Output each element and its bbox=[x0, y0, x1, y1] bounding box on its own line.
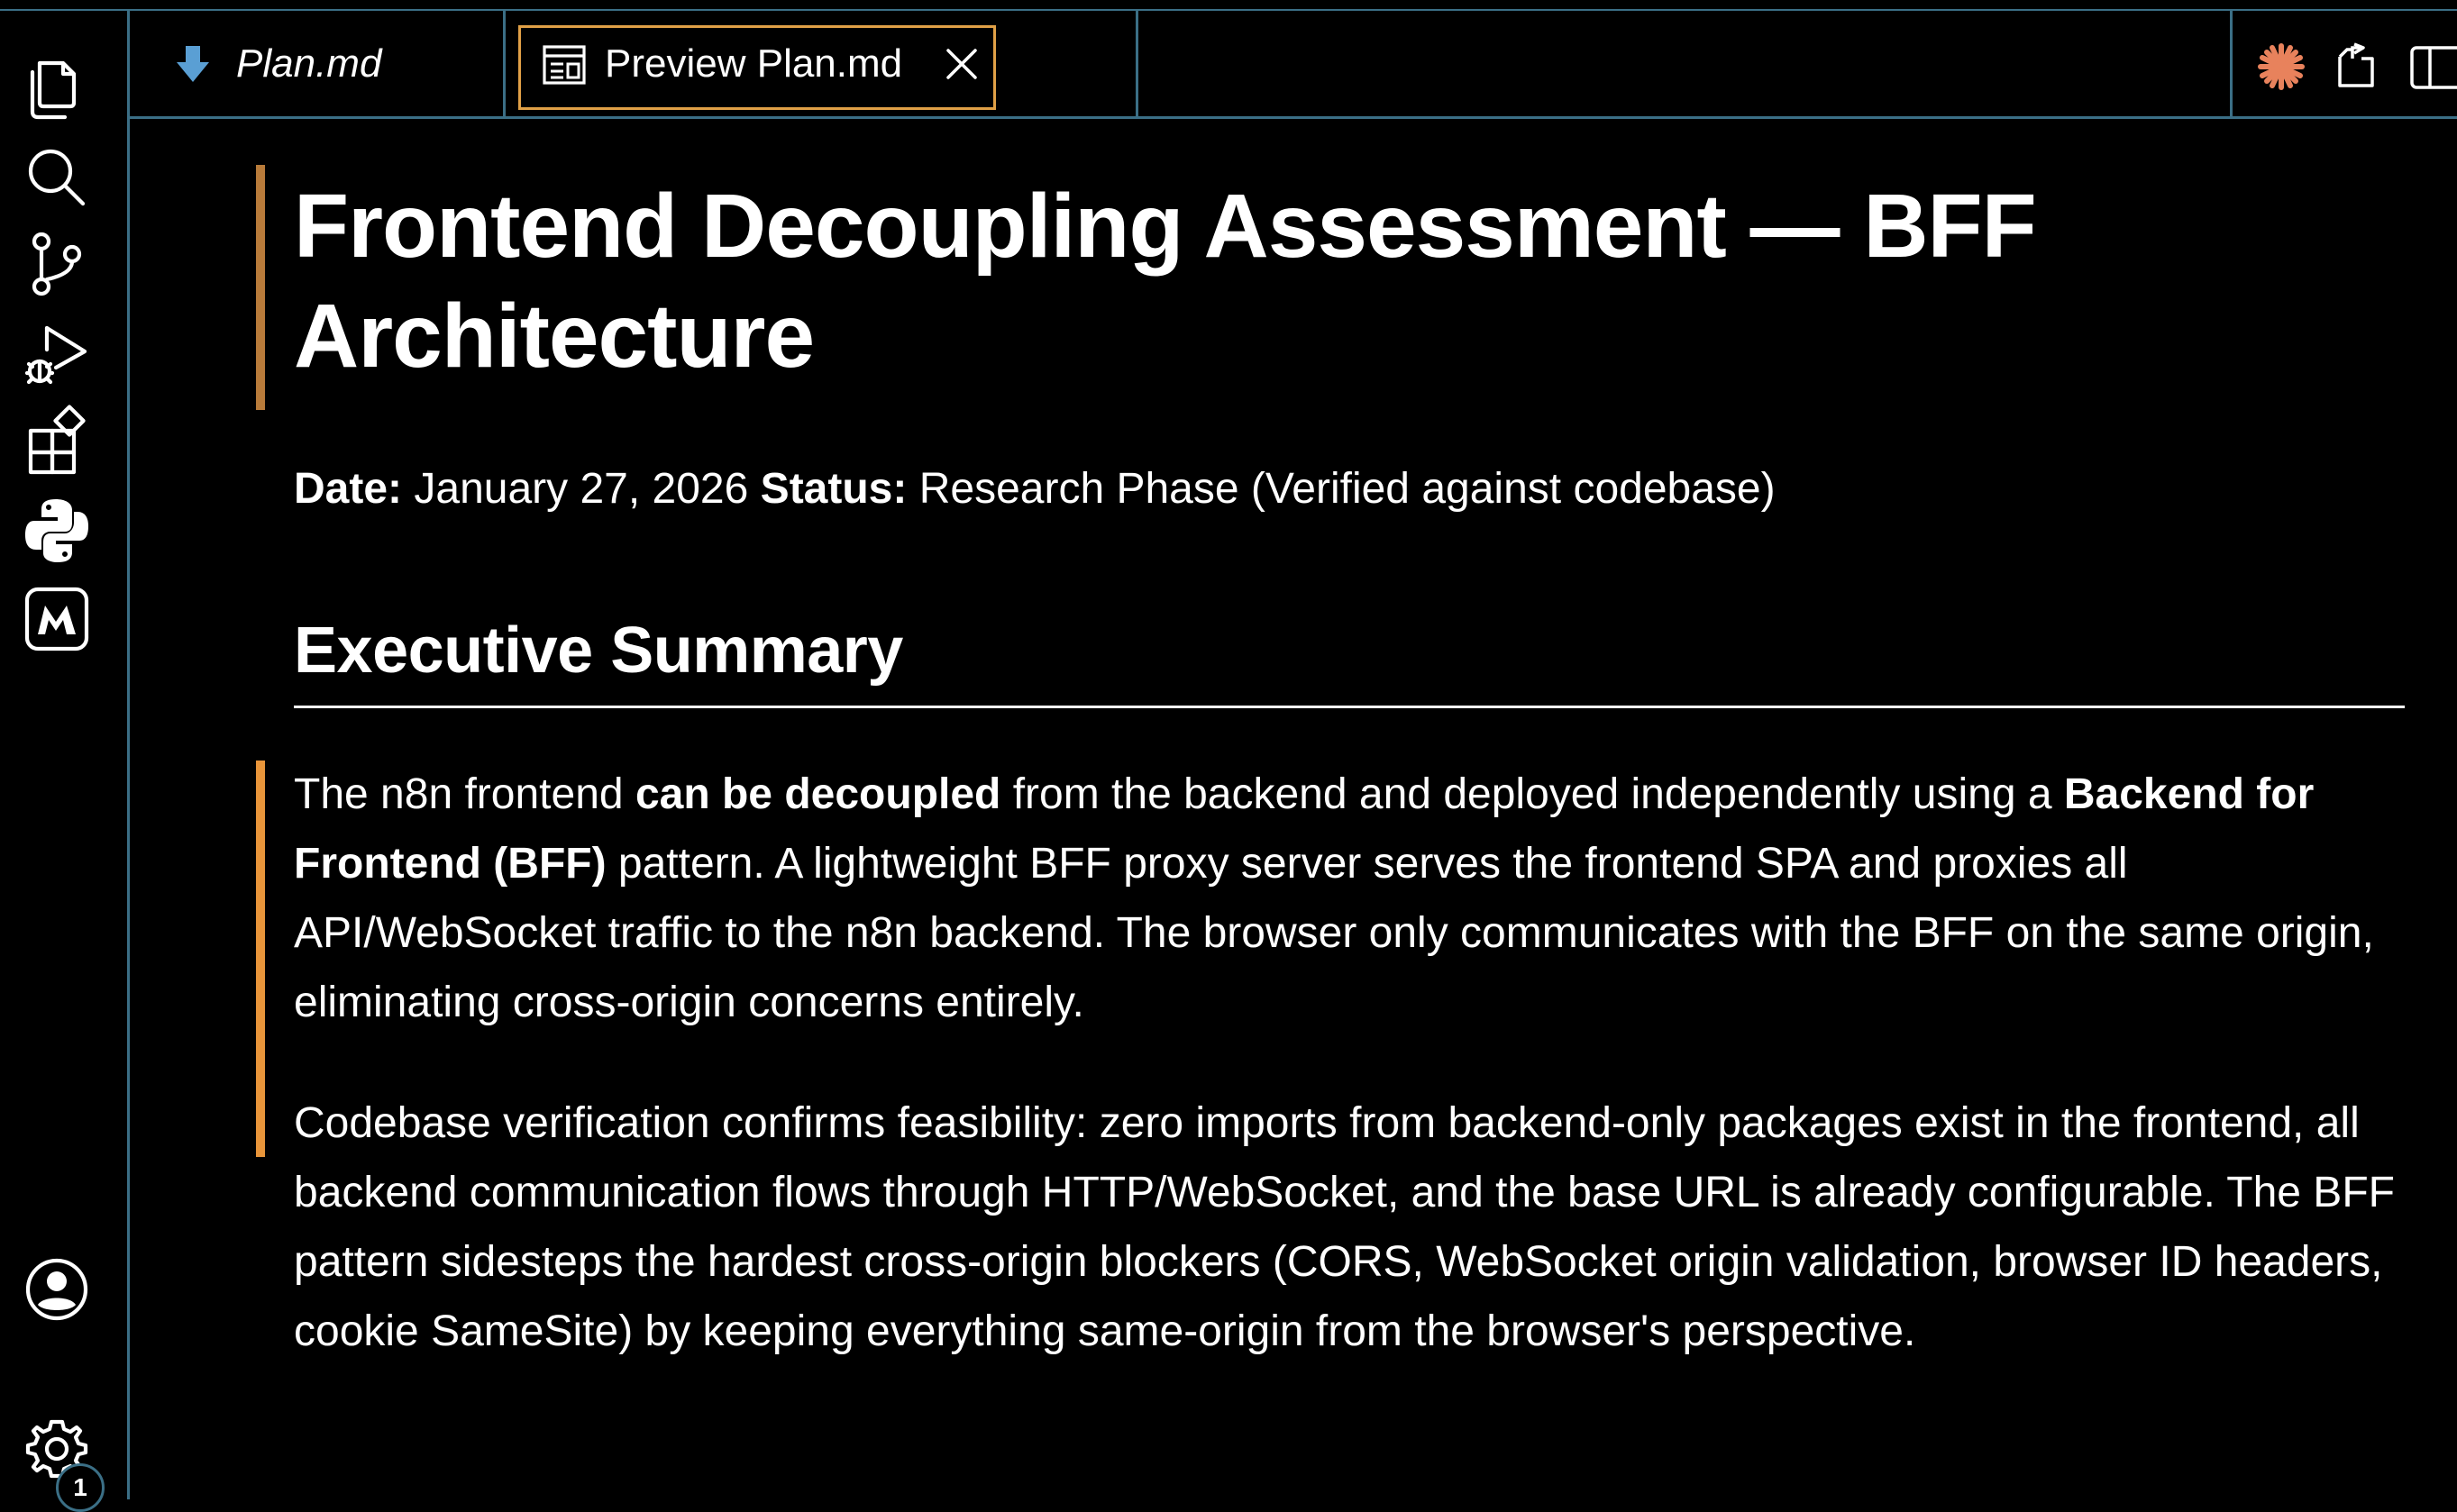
source-control-icon[interactable] bbox=[13, 220, 101, 308]
tab-label: Preview Plan.md bbox=[605, 41, 903, 86]
status-label: Status: bbox=[760, 465, 908, 513]
close-icon[interactable] bbox=[945, 47, 979, 81]
heading-accent-bar bbox=[256, 165, 265, 410]
date-value: January 27, 2026 bbox=[414, 465, 749, 513]
settings-badge: 1 bbox=[56, 1463, 105, 1512]
search-icon[interactable] bbox=[13, 133, 101, 222]
document-meta bbox=[294, 462, 1776, 516]
editor-tab-bar bbox=[130, 11, 2457, 119]
download-arrow-icon bbox=[175, 44, 211, 84]
tab-plan-md[interactable] bbox=[130, 11, 506, 116]
blockquote-bar bbox=[256, 761, 265, 1157]
account-icon[interactable] bbox=[13, 1245, 101, 1334]
explorer-icon[interactable] bbox=[13, 43, 101, 132]
tab-preview-plan-md[interactable] bbox=[506, 11, 1138, 116]
blockquote-text: The n8n frontend can be decoupled from the backend and deployed independently using a Backend for Frontend (BFF) pattern. A lightweight BFF proxy server serves the frontend SPA and proxies all API/WebSocket traffic to the n8n backend. The browser only communicates with the BFF on the same origin, eliminating cross-origin concerns entirely. bbox=[294, 770, 2374, 1026]
markdown-preview bbox=[130, 119, 2457, 1499]
document-title: Frontend Decoupling Assessment — BFF Architecture bbox=[294, 176, 2036, 387]
mindmap-icon[interactable] bbox=[13, 575, 101, 663]
summary-paragraph: Codebase verification confirms feasibility: zero imports from backend-only packages exist in the frontend, all backend communication flows through HTTP/WebSocket, and the base URL is already configurable. The BFF pattern sidesteps the hardest cross-origin blockers (CORS, WebSocket origin validation, browser ID headers, cookie SameSite) by keeping everything same-origin from the browser's perspective. bbox=[294, 1099, 2395, 1355]
claude-icon[interactable] bbox=[2252, 38, 2310, 96]
date-label: Date: bbox=[294, 465, 403, 513]
split-editor-icon[interactable] bbox=[2404, 38, 2457, 96]
window-top-border bbox=[0, 0, 2457, 11]
python-icon[interactable] bbox=[13, 487, 101, 575]
section-heading: Executive Summary bbox=[294, 615, 903, 687]
preview-icon bbox=[542, 44, 587, 86]
status-value: Research Phase (Verified against codebase) bbox=[918, 465, 1776, 513]
open-source-icon[interactable] bbox=[2328, 38, 2386, 96]
tab-label: Plan.md bbox=[236, 41, 382, 86]
run-debug-icon[interactable] bbox=[13, 310, 101, 398]
activity-bar bbox=[0, 11, 130, 1499]
extensions-icon[interactable] bbox=[13, 396, 101, 485]
editor-actions bbox=[2230, 11, 2457, 116]
heading-underline bbox=[294, 706, 2405, 708]
